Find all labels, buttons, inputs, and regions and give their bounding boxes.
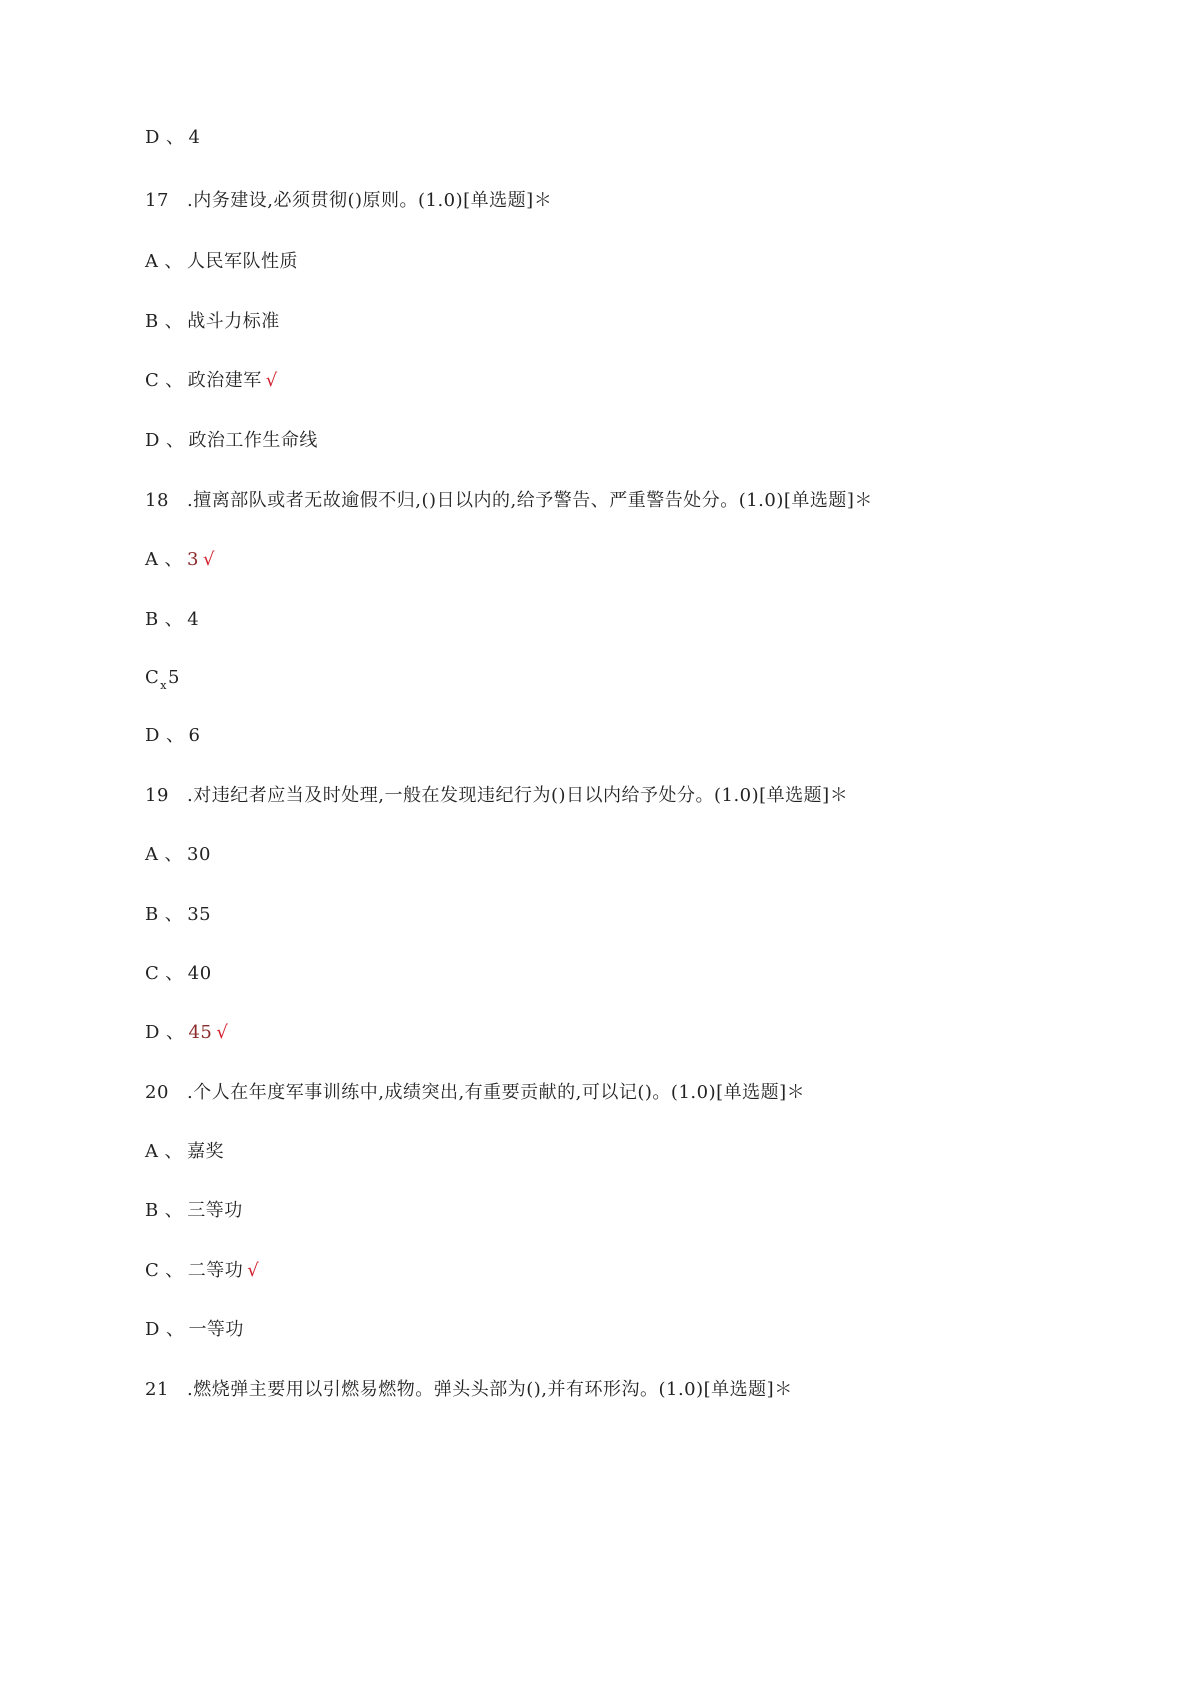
question-21	[145, 1378, 793, 1402]
option-separator: 、	[164, 844, 183, 865]
option-letter: C	[145, 1260, 160, 1281]
option-letter: D	[145, 1319, 160, 1340]
correct-check-icon: √	[247, 1260, 260, 1281]
question-19	[145, 784, 848, 808]
option-separator: 、	[165, 725, 185, 746]
option-text: 三等功	[187, 1200, 243, 1221]
question-text: .燃烧弹主要用以引燃易燃物。弹头头部为(),并有环形沟。(1.0)[单选题]＊	[187, 1379, 793, 1400]
question-number: 20	[145, 1082, 169, 1103]
option-separator: 、	[164, 251, 183, 272]
option-separator: 、	[165, 963, 184, 984]
option-letter: B	[145, 609, 159, 630]
option-text: 6	[188, 725, 201, 746]
option-letter: A	[145, 549, 159, 570]
option-letter: C	[145, 370, 160, 391]
option-letter: A	[145, 251, 159, 272]
question-17	[145, 189, 552, 213]
correct-check-icon: √	[265, 370, 278, 391]
question-text: .擅离部队或者无故逾假不归,()日以内的,给予警告、严重警告处分。(1.0)[单选题]＊	[187, 490, 873, 511]
option-separator: 、	[165, 127, 185, 148]
option-separator: 、	[165, 370, 184, 391]
q17-option-d	[145, 429, 318, 453]
q18-option-b	[145, 608, 199, 632]
option-text: 一等功	[188, 1319, 244, 1340]
question-number: 18	[145, 490, 169, 511]
q18-option-a	[145, 548, 215, 572]
option-letter: D	[145, 127, 160, 148]
question-text: .内务建设,必须贯彻()原则。(1.0)[单选题]＊	[187, 190, 553, 211]
q19-option-b	[145, 903, 211, 927]
q17-option-b	[145, 310, 280, 334]
option-letter: B	[145, 904, 159, 925]
option-letter: C	[145, 963, 160, 984]
option-text: 4	[187, 609, 200, 630]
question-number: 21	[145, 1379, 169, 1400]
option-separator: 、	[164, 904, 184, 925]
q18-option-d	[145, 724, 200, 748]
option-text: 30	[187, 844, 211, 865]
option-letter: D	[145, 1022, 160, 1043]
question-text: .对违纪者应当及时处理,一般在发现违纪行为()日以内给予处分。(1.0)[单选题]＊	[187, 785, 849, 806]
option-letter: C	[145, 667, 160, 688]
option-text: 政治工作生命线	[188, 430, 318, 451]
option-letter: B	[145, 1200, 159, 1221]
option-letter: A	[145, 1141, 159, 1162]
option-separator: x	[160, 679, 167, 692]
option-separator: 、	[164, 1200, 184, 1221]
q20-option-a	[145, 1140, 224, 1164]
option-text: 政治建军	[187, 370, 262, 391]
option-letter: B	[145, 311, 159, 332]
option-separator: 、	[164, 1141, 183, 1162]
option-separator: 、	[165, 1260, 184, 1281]
option-text: 人民军队性质	[187, 251, 298, 272]
option-text: 45	[188, 1022, 213, 1043]
q19-option-a	[145, 843, 211, 867]
option-text: 4	[188, 127, 201, 148]
q19-option-c	[145, 962, 212, 986]
question-20	[145, 1081, 805, 1105]
question-number: 17	[145, 190, 169, 211]
option-text: 战斗力标准	[187, 311, 280, 332]
option-text: 嘉奖	[187, 1141, 224, 1162]
option-letter: A	[145, 844, 159, 865]
option-letter: D	[145, 725, 160, 746]
q20-option-d	[145, 1318, 244, 1342]
q19-option-d	[145, 1021, 228, 1045]
option-separator: 、	[165, 1319, 185, 1340]
option-text: 二等功	[187, 1260, 244, 1281]
option-text: 40	[187, 963, 212, 984]
q20-option-c	[145, 1259, 259, 1283]
option-separator: 、	[164, 311, 184, 332]
option-text: 35	[187, 904, 212, 925]
q20-option-b	[145, 1199, 243, 1223]
question-18	[145, 489, 873, 513]
question-text: .个人在年度军事训练中,成绩突出,有重要贡献的,可以记()。(1.0)[单选题]＊	[187, 1082, 806, 1103]
option-text: 5	[168, 667, 180, 688]
q18-option-c	[145, 666, 180, 698]
option-text: 3	[187, 549, 199, 570]
option-line	[145, 126, 200, 150]
correct-check-icon: √	[202, 549, 215, 570]
q17-option-a	[145, 250, 298, 274]
option-separator: 、	[164, 609, 184, 630]
option-separator: 、	[165, 430, 185, 451]
correct-check-icon: √	[216, 1022, 229, 1043]
option-letter: D	[145, 430, 160, 451]
question-number: 19	[145, 785, 169, 806]
q17-option-c	[145, 369, 278, 393]
option-separator: 、	[165, 1022, 185, 1043]
option-separator: 、	[164, 549, 183, 570]
